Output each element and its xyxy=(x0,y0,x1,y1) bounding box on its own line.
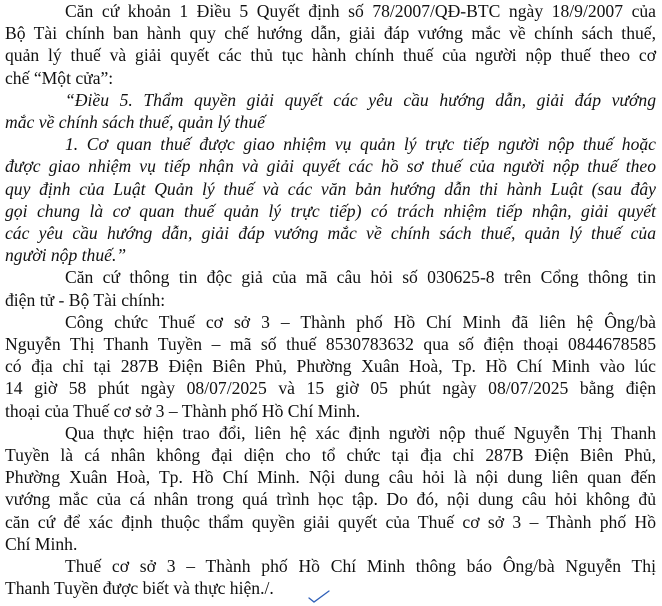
text-line: quy định của Luật Quản lý thuế và các văn bản hướng dẫn thi hành Luật (sau đây xyxy=(5,178,656,199)
text-line: Căn cứ thông tin độc giả của mã câu hỏi số 030625-8 trên Cổng thông tin xyxy=(65,267,656,288)
text-line: Phường Xuân Hoà, Tp. Hồ Chí Minh. Nội dung câu hỏi là nội dung liên quan đến xyxy=(5,467,656,488)
text-line: Căn cứ khoản 1 Điều 5 Quyết định số 78/2007/QĐ-BTC ngày 18/9/2007 của xyxy=(65,1,656,21)
text-line: “Điều 5. Thẩm quyền giải quyết các yêu cầu hướng dẫn, giải đáp vướng xyxy=(65,89,656,110)
text-line: Thanh Tuyền được biết và thực hiện./. xyxy=(5,578,274,599)
text-line: Tuyền là cá nhân không đại diện cho tổ chức tại địa chỉ 287B Điện Biên Phủ, xyxy=(5,445,656,465)
text-line: gọi chung là cơ quan thuế quản lý trực tiếp) có trách nhiệm tiếp nhận, giải quyết xyxy=(5,200,656,221)
text-line: Công chức Thuế cơ sở 3 – Thành phố Hồ Chí Minh đã liên hệ Ông/bà xyxy=(65,311,656,332)
text-line: thoại của Thuế cơ sở 3 – Thành phố Hồ Chí Minh. xyxy=(5,400,361,421)
text-line: người nộp thuế.” xyxy=(5,245,127,266)
text-line: có địa chỉ tại 287B Điện Biên Phủ, Phường Xuân Hoà, Tp. Hồ Chí Minh vào lúc xyxy=(5,356,656,377)
text-line: 14 giờ 58 phút ngày 08/07/2025 và 15 giờ 05 phút ngày 08/07/2025 bằng điện xyxy=(5,378,656,399)
text-line: được giao nhiệm vụ tiếp nhận và giải quyết các hồ sơ thuế của người nộp thuế theo xyxy=(5,156,656,177)
text-line: chế “Một cửa”: xyxy=(5,67,114,88)
text-line: Thuế cơ sở 3 – Thành phố Hồ Chí Minh thông báo Ông/bà Nguyễn Thị xyxy=(65,556,656,576)
text-line: mắc về chính sách thuế, quản lý thuế xyxy=(5,112,265,132)
text-line: Bộ Tài chính ban hành quy chế hướng dẫn, giải đáp vướng mắc về chính sách thuế, xyxy=(5,23,656,44)
text-line: các yêu cầu hướng dẫn, giải đáp vướng mắc về chính sách thuế, quản lý thuế của xyxy=(5,223,656,243)
text-line: điện tử - Bộ Tài chính: xyxy=(5,289,166,310)
text-line: quản lý thuế và giải quyết các thủ tục hành chính thuế của người nộp thuế theo cơ xyxy=(5,45,656,66)
text-line: căn cứ để xác định thuộc thẩm quyền giải quyết của Thuế cơ sở 3 – Thành phố Hồ xyxy=(5,511,656,532)
text-line: 1. Cơ quan thuế được giao nhiệm vụ quản lý trực tiếp người nộp thuế hoặc xyxy=(65,134,656,155)
text-line: Qua thực hiện trao đổi, liên hệ xác định người nộp thuế Nguyễn Thị Thanh xyxy=(65,422,656,443)
text-line: Chí Minh. xyxy=(5,533,78,554)
handwritten-tick-mark xyxy=(308,590,330,604)
text-line: Nguyễn Thị Thanh Tuyền – mã số thuế 8530783632 qua số điện thoại 0844678585 xyxy=(5,334,656,354)
text-line: vướng mắc của cá nhân trong quá trình học tập. Do đó, nội dung câu hỏi không đủ xyxy=(5,489,656,510)
